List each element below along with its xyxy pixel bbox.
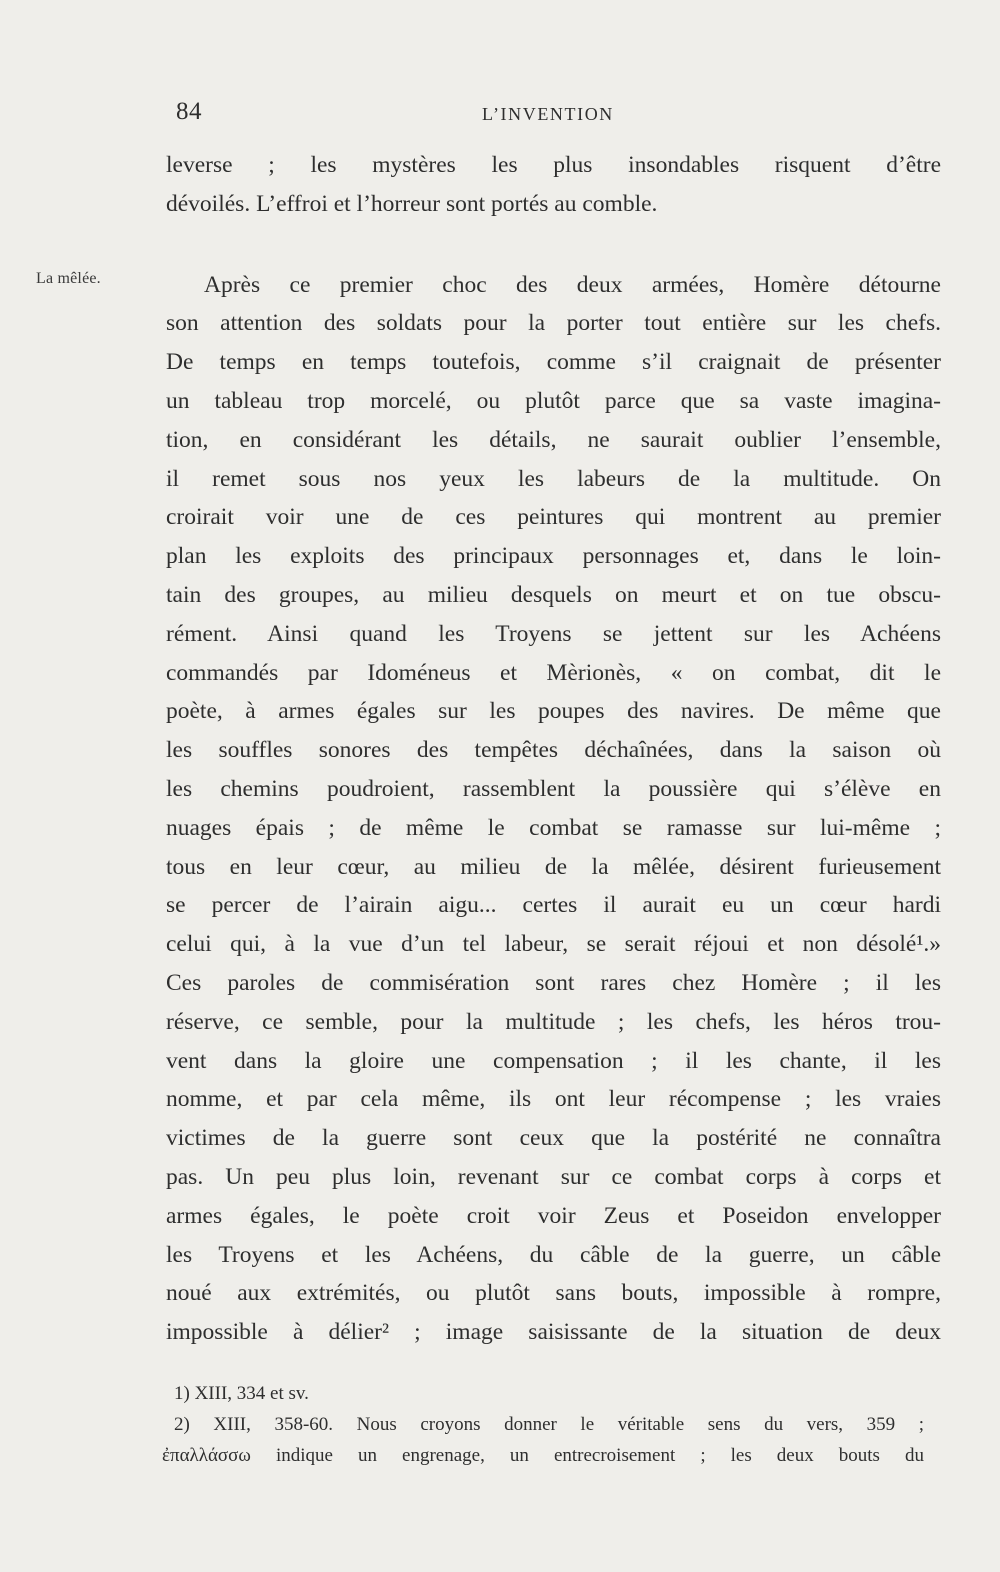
text-line: un tableau trop morcelé, ou plutôt parce que sa vaste imagina- — [166, 387, 941, 414]
text-line: armes égales, le poète croit voir Zeus et Poseidon envelopper — [166, 1202, 941, 1229]
page-header — [170, 98, 930, 134]
text-line: De temps en temps toutefois, comme s’il craignait de présenter — [166, 349, 941, 376]
footnote-text: XIII, 334 et sv. — [194, 1383, 309, 1404]
text-line: Ces paroles de commisération sont rares chez Homère ; il les — [166, 969, 941, 996]
text-line: nomme, et par cela même, ils ont leur récompense ; les vraies — [166, 1086, 941, 1113]
text-line: victimes de la guerre sont ceux que la postérité ne connaîtra — [166, 1125, 941, 1152]
text-line: impossible à délier² ; image saisissante de la situation de deux — [166, 1319, 941, 1346]
text-line: tion, en considérant les détails, ne saurait oublier l’ensemble, — [166, 426, 941, 453]
body-text — [166, 146, 941, 1352]
text-line: plan les exploits des principaux personnages et, dans le loin- — [166, 543, 941, 570]
text-line: réserve, ce semble, pour la multitude ; les chefs, les héros trou- — [166, 1008, 941, 1035]
footnote-text: XIII, 358-60. Nous croyons donner le véritable sens du vers, 359 ; — [213, 1414, 924, 1435]
text-line: les souffles sonores des tempêtes déchaînées, dans la saison où — [166, 737, 941, 764]
text-line: noué aux extrémités, ou plutôt sans bouts, impossible à rompre, — [166, 1280, 941, 1307]
footnote-mark: 1) — [174, 1383, 190, 1404]
footnote-2 — [162, 1409, 924, 1440]
text-line: se percer de l’airain aigu... certes il aurait eu un cœur hardi — [166, 892, 941, 919]
text-line: croirait voir une de ces peintures qui montrent au premier — [166, 504, 941, 531]
footnote-text: ἐπαλλάσσω indique un engrenage, un entrecroisement ; les deux bouts du — [162, 1445, 924, 1466]
footnote-mark: 2) — [174, 1414, 190, 1435]
text-line: celui qui, à la vue d’un tel labeur, se serait réjoui et non désolé¹.» — [166, 931, 941, 958]
text-line: les Troyens et les Achéens, du câble de la guerre, un câble — [166, 1241, 941, 1268]
text-line: rément. Ainsi quand les Troyens se jettent sur les Achéens — [166, 620, 941, 647]
text-line: il remet sous nos yeux les labeurs de la multitude. On — [166, 465, 941, 492]
text-line: tain des groupes, au milieu desquels on meurt et on tue obscu- — [166, 581, 941, 608]
text-line: son attention des soldats pour la porter tout entière sur les chefs. — [166, 310, 941, 337]
running-head: L’INVENTION — [482, 104, 614, 124]
text-line: les chemins poudroient, rassemblent la poussière qui s’élève en — [166, 775, 941, 802]
text-line: nuages épais ; de même le combat se ramasse sur lui-même ; — [166, 814, 941, 841]
footnote-1 — [162, 1378, 924, 1409]
text-line: tous en leur cœur, au milieu de la mêlée, désirent furieusement — [166, 853, 941, 880]
text-line: commandés par Idoméneus et Mèrionès, « on combat, dit le — [166, 659, 941, 686]
page-number: 84 — [176, 98, 202, 125]
text-line: pas. Un peu plus loin, revenant sur ce combat corps à corps et — [166, 1163, 941, 1190]
text-line: dévoilés. L’effroi et l’horreur sont portés au comble. — [166, 190, 658, 217]
footnotes — [162, 1378, 924, 1471]
text-line: poète, à armes égales sur les poupes des navires. De même que — [166, 698, 941, 725]
text-line: leverse ; les mystères les plus insondables risquent d’être — [166, 152, 941, 178]
text-line: Après ce premier choc des deux armées, Homère détourne — [204, 271, 941, 298]
text-line: vent dans la gloire une compensation ; il les chante, il les — [166, 1047, 941, 1074]
footnote-2-continued — [162, 1440, 924, 1471]
margin-note: La mêlée. — [36, 270, 101, 287]
